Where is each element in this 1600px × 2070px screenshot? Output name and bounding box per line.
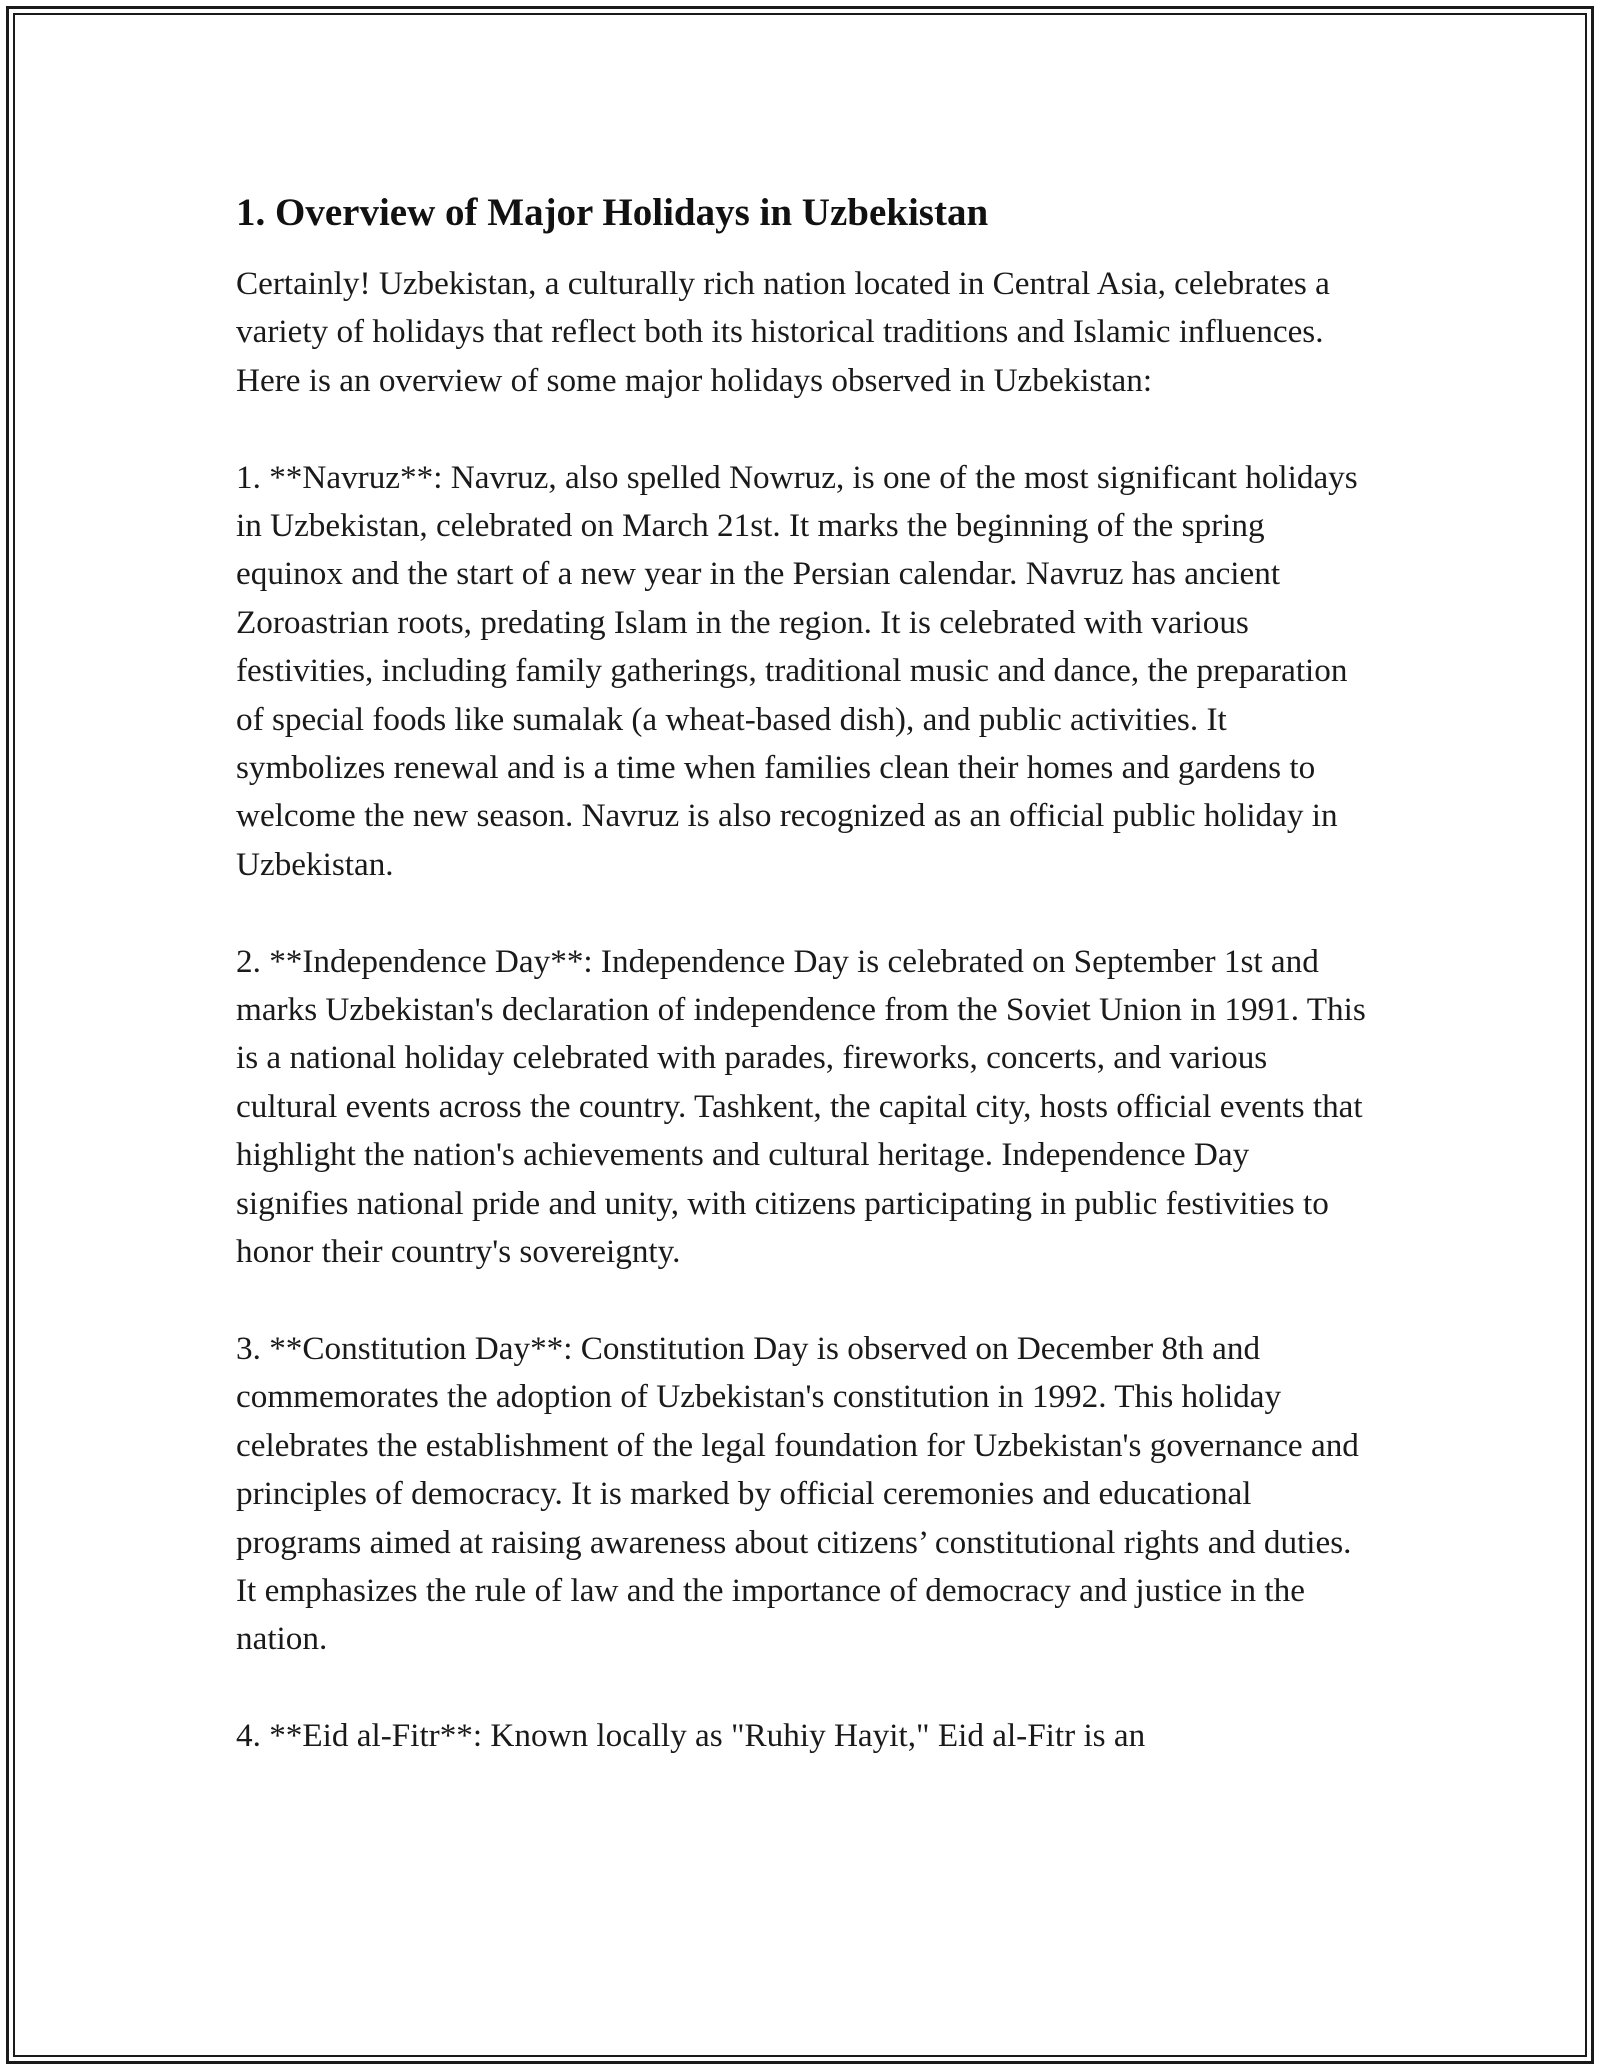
document-body [236, 184, 1366, 1809]
constitution-day-paragraph: 3. **Constitution Day**: Constitution Day is observed on December 8th and commemorates the adoption of Uzbekistan's constitution in 1992. This holiday celebrates the establishment of the legal foundation for Uzbekistan's governance and principles of democracy. It is marked by official ceremonies and educational programs aimed at raising awareness about citizens’ constitutional rights and duties. It emphasizes the rule of law and the importance of democracy and justice in the nation. [236, 1329, 1359, 1658]
intro-paragraph: Certainly! Uzbekistan, a culturally rich nation located in Central Asia, celebrates a variety of holidays that reflect both its historical traditions and Islamic influences. Here is an overview of some major holidays observed in Uzbekistan: [236, 265, 1330, 399]
independence-day-paragraph: 2. **Independence Day**: Independence Day is celebrated on September 1st and marks Uzbekistan's declaration of independence from the Soviet Union in 1991. This is a national holiday celebrated with parades, fireworks, concerts, and various cultural events across the country. Tashkent, the capital city, hosts official events that highlight the nation's achievements and cultural heritage. Independence Day signifies national pride and unity, with citizens participating in public festivities to honor their country's sovereignty. [236, 942, 1366, 1271]
navruz-paragraph: 1. **Navruz**: Navruz, also spelled Nowruz, is one of the most significant holidays in Uzbekistan, celebrated on March 21st. It marks the beginning of the spring equinox and the start of a new year in the Persian calendar. Navruz has ancient Zoroastrian roots, predating Islam in the region. It is celebrated with various festivities, including family gatherings, traditional music and dance, the preparation of special foods like sumalak (a wheat-based dish), and public activities. It symbolizes renewal and is a time when families clean their homes and gardens to welcome the new season. Navruz is also recognized as an official public holiday in Uzbekistan. [236, 458, 1358, 883]
eid-al-fitr-paragraph: 4. **Eid al-Fitr**: Known locally as "Ruhiy Hayit," Eid al-Fitr is an [236, 1717, 1146, 1755]
section-heading: 1. Overview of Major Holidays in Uzbekistan [236, 191, 989, 234]
